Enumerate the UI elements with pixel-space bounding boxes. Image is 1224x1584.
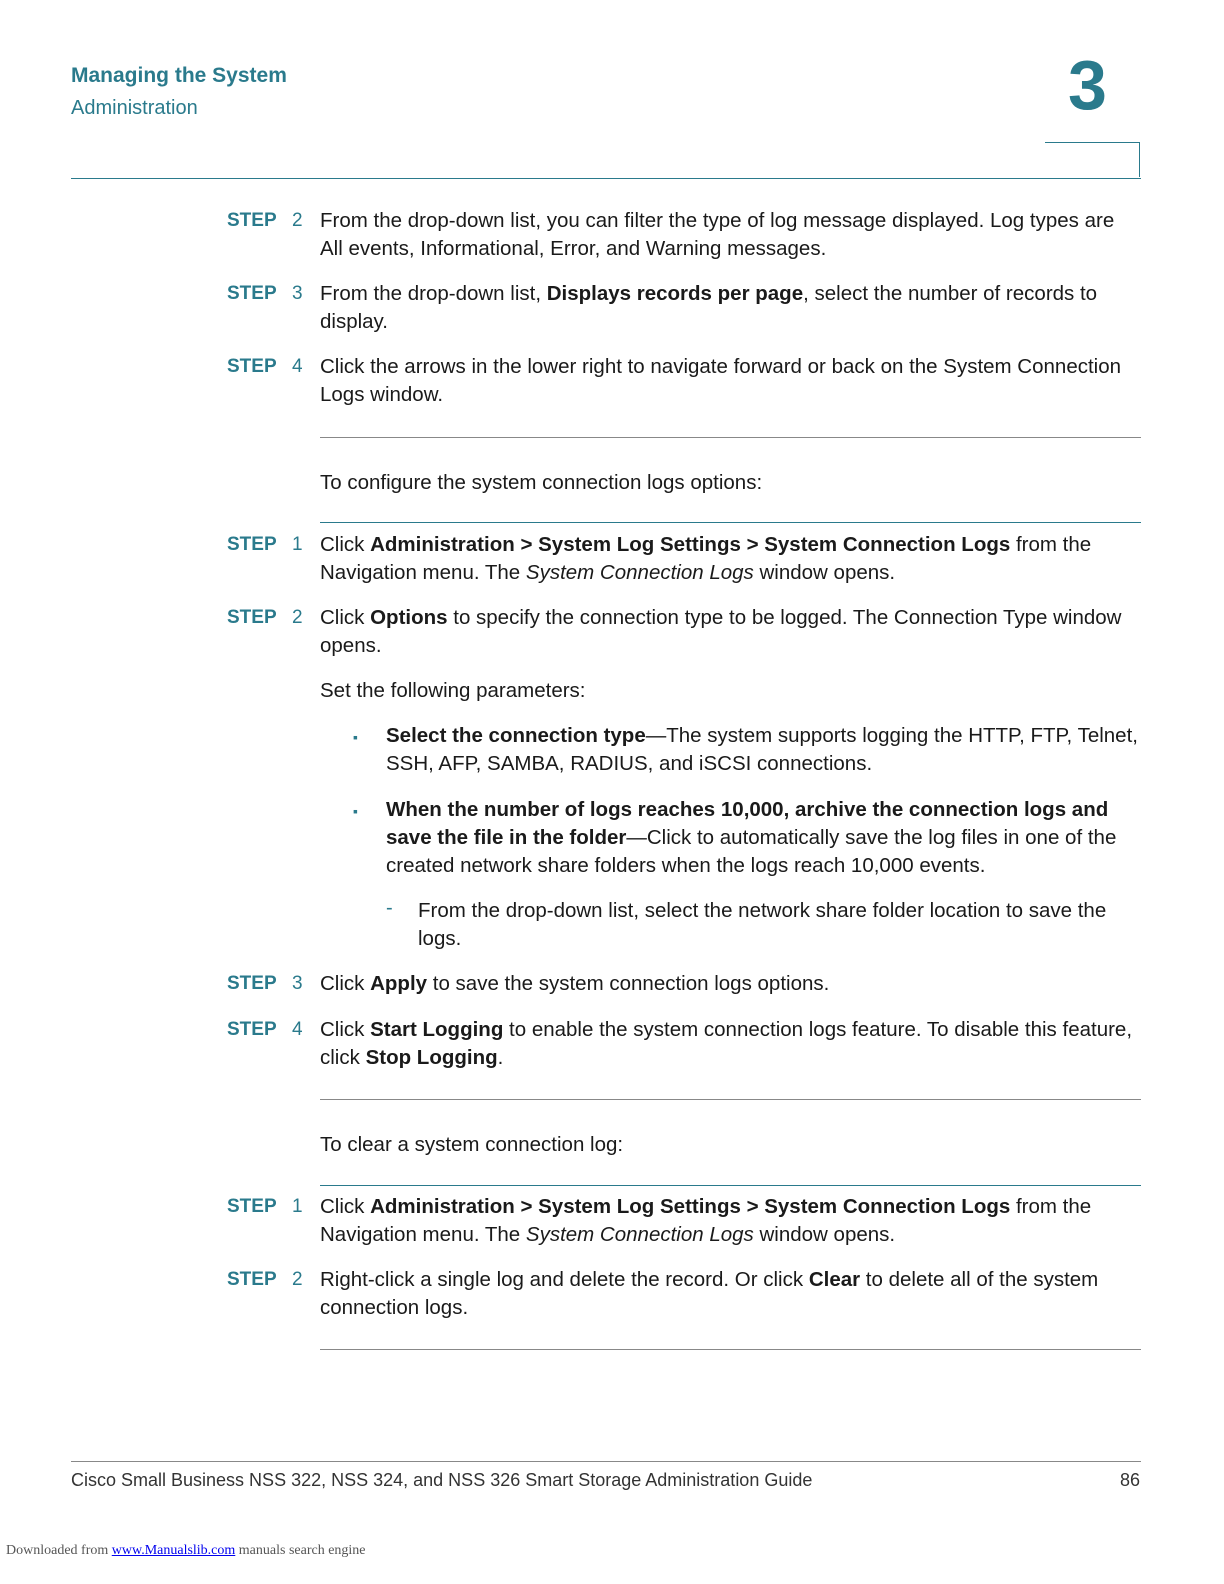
chapter-title: Managing the System (71, 64, 287, 87)
step-label: STEP 1 (227, 1196, 303, 1217)
step-text: From the drop-down list, Displays records per page, select the number of records to display. (320, 282, 1098, 333)
section-divider (320, 1349, 1141, 1350)
dash-icon: - (386, 897, 393, 919)
chapter-number: 3 (1068, 46, 1107, 124)
section-divider (320, 1099, 1141, 1100)
step-label: STEP 4 (227, 356, 303, 377)
step-label: STEP 1 (227, 534, 303, 555)
step-text: Right-click a single log and delete the record. Or click Clear to delete all of the system connection logs. (320, 1268, 1099, 1319)
bullet-icon: ▪ (353, 729, 358, 745)
bullet-icon: ▪ (353, 803, 358, 819)
step-label: STEP 4 (227, 1019, 303, 1040)
step-text: Click Options to specify the connection type to be logged. The Connection Type window opens. (320, 606, 1122, 657)
download-notice: Downloaded from www.Manualslib.com manuals search engine (6, 1543, 366, 1558)
step-label: STEP 2 (227, 1269, 303, 1290)
step-label: STEP 2 (227, 607, 303, 628)
page-number: 86 (1119, 1470, 1140, 1490)
step-label: STEP 3 (227, 283, 303, 304)
step-text: Click Apply to save the system connection logs options. (320, 972, 830, 995)
procedure-intro: To clear a system connection log: (320, 1133, 624, 1156)
step-text: Click Administration > System Log Settings > System Connection Logs from the Navigation menu. The System Connection Logs window opens. (320, 533, 1092, 584)
header-divider (71, 178, 1141, 179)
step-label: STEP 2 (227, 210, 303, 231)
step-text: Click the arrows in the lower right to navigate forward or back on the System Connection Logs window. (320, 355, 1122, 406)
procedure-divider (320, 1185, 1141, 1186)
chapter-number-frame (1045, 142, 1140, 177)
step-text: From the drop-down list, you can filter the type of log message displayed. Log types are All events, Informational, Error, and Warning messages. (320, 209, 1115, 260)
procedure-divider (320, 522, 1141, 523)
parameters-intro: Set the following parameters: (320, 679, 586, 702)
section-subtitle: Administration (71, 97, 198, 119)
sub-bullet-item: From the drop-down list, select the network share folder location to save the logs. (418, 899, 1107, 950)
manualslib-link[interactable]: www.Manualslib.com (111, 1543, 236, 1558)
step-label: STEP 3 (227, 973, 303, 994)
footer-divider (71, 1461, 1141, 1462)
bullet-item: Select the connection type—The system supports logging the HTTP, FTP, Telnet, SSH, AFP, SAMBA, RADIUS, and iSCSI connections. (386, 724, 1138, 775)
procedure-intro: To configure the system connection logs options: (320, 471, 763, 494)
step-text: Click Start Logging to enable the system connection logs feature. To disable this feature, click Stop Logging. (320, 1018, 1133, 1069)
bullet-item: When the number of logs reaches 10,000, archive the connection logs and save the file in the folder—Click to automatically save the log files in one of the created network share folders when the logs reach 10,000 events. (386, 798, 1117, 877)
step-text: Click Administration > System Log Settings > System Connection Logs from the Navigation menu. The System Connection Logs window opens. (320, 1195, 1092, 1246)
footer-guide-title: Cisco Small Business NSS 322, NSS 324, and NSS 326 Smart Storage Administration Guide (71, 1470, 813, 1490)
section-divider (320, 437, 1141, 438)
